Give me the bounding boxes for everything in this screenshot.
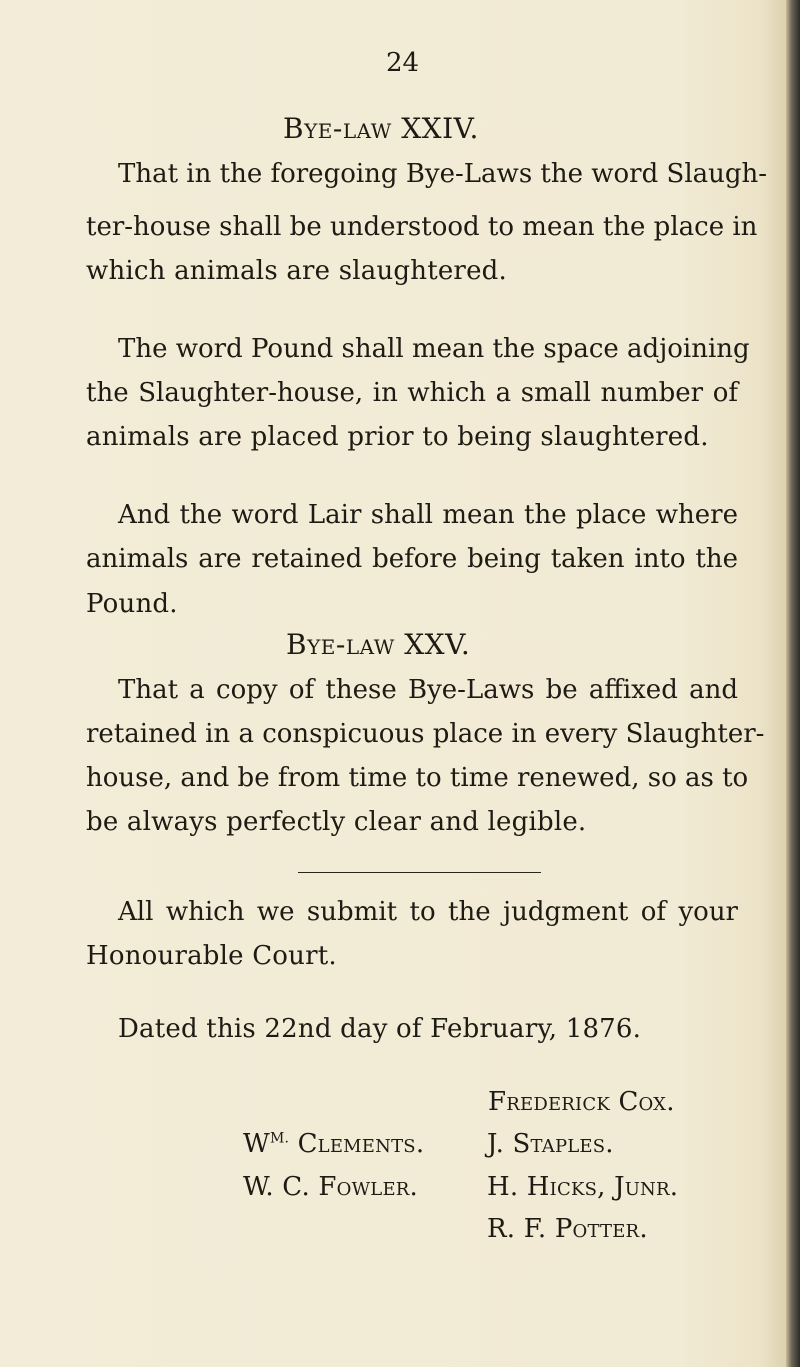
- signature-clements-prefix: W: [243, 1129, 270, 1159]
- paragraph-line: house, and be from time to time renewed, so as to: [86, 763, 749, 793]
- closing-line: All which we submit to the judgment of your: [118, 897, 738, 927]
- paragraph-line: retained in a conspicuous place in every Slaughter-: [86, 719, 765, 749]
- paragraph-line: which animals are slaughtered.: [86, 256, 507, 286]
- page-number: 24: [386, 48, 420, 78]
- dated-line: Dated this 22nd day of February, 1876.: [118, 1014, 642, 1044]
- paragraph-line: the Slaughter-house, in which a small number of: [86, 378, 738, 408]
- signature-clements-superscript: M.: [269, 1130, 290, 1147]
- section-heading-bye-law-xxiv: Bye-law XXIV.: [283, 112, 479, 145]
- closing-line: Honourable Court.: [86, 941, 337, 971]
- paragraph-line: That in the foregoing Bye-Laws the word Slaugh-: [118, 159, 768, 189]
- paragraph-line: And the word Lair shall mean the place where: [118, 500, 738, 530]
- signature-frederick-cox: Frederick Cox.: [488, 1087, 675, 1117]
- paragraph-line: Pound.: [86, 589, 178, 619]
- paragraph-line: be always perfectly clear and legible.: [86, 807, 587, 837]
- signature-staples: J. Staples.: [487, 1129, 614, 1159]
- signature-clements-surname: Clements.: [297, 1129, 425, 1159]
- paragraph-line: The word Pound shall mean the space adjoining: [118, 334, 750, 364]
- paragraph-line: animals are retained before being taken into the: [86, 544, 738, 574]
- paragraph-line: animals are placed prior to being slaughtered.: [86, 422, 709, 452]
- signature-clements: [243, 1131, 424, 1157]
- section-heading-bye-law-xxv: Bye-law XXV.: [286, 628, 471, 661]
- signature-fowler: W. C. Fowler.: [243, 1172, 419, 1202]
- paragraph-line: ter-house shall be understood to mean the place in: [86, 212, 758, 242]
- signature-potter: R. F. Potter.: [487, 1214, 648, 1244]
- page-edge-shadow: [786, 0, 800, 1367]
- signature-hicks: H. Hicks, Junr.: [487, 1172, 679, 1202]
- paragraph-line: That a copy of these Bye-Laws be affixed and: [118, 675, 738, 705]
- section-divider: [298, 872, 541, 873]
